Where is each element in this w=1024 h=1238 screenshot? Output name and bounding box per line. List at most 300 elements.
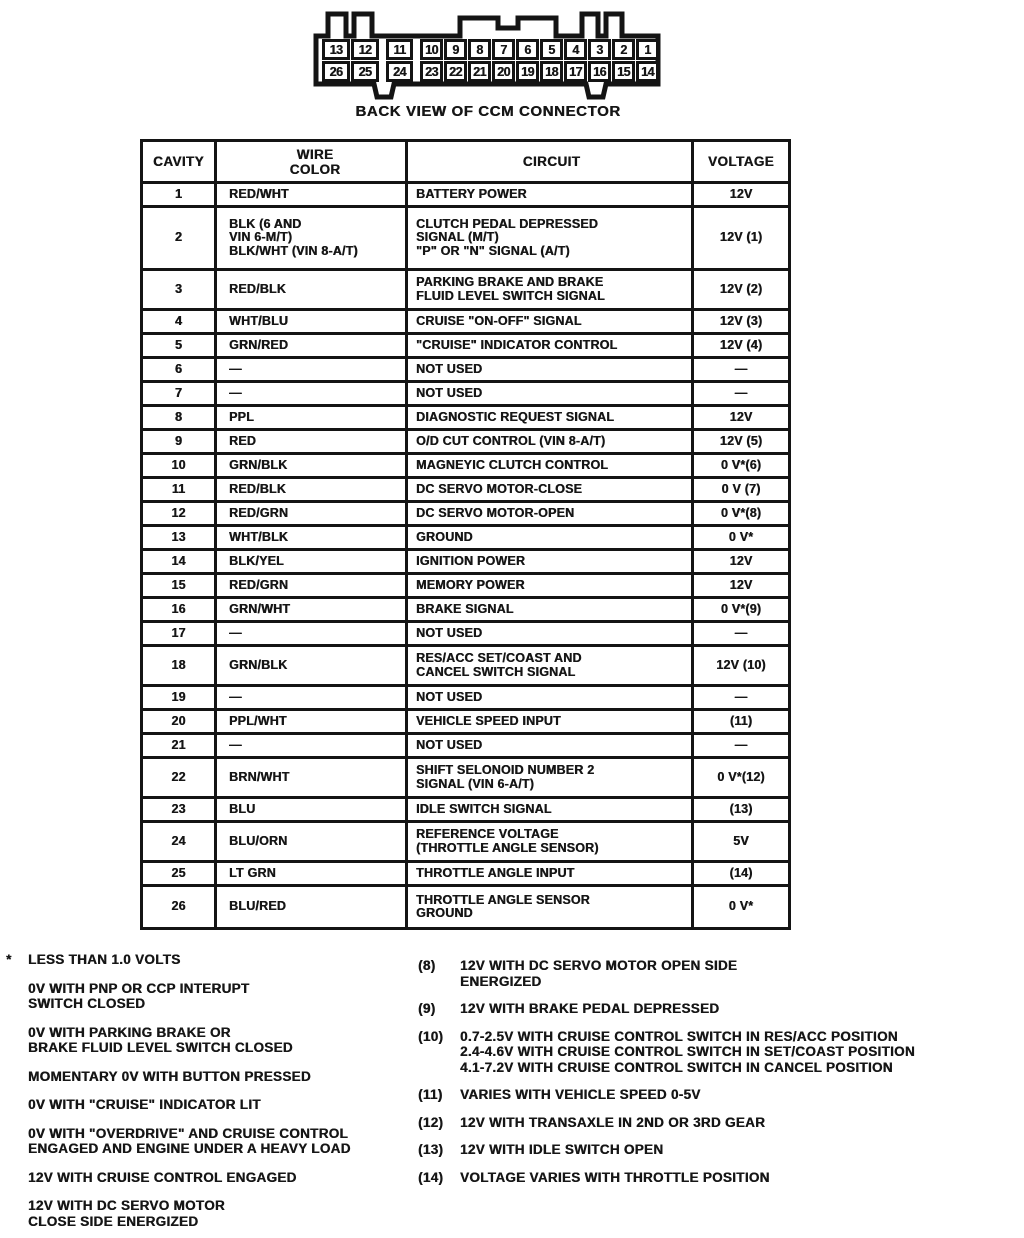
table-row bbox=[143, 208, 788, 271]
table-row bbox=[143, 623, 788, 647]
cavity-cell: 1 bbox=[143, 184, 217, 205]
text-line: 4.1-7.2V WITH CRUISE CONTROL SWITCH IN CANCEL POSITION bbox=[460, 1059, 893, 1075]
text-line: LESS THAN 1.0 VOLTS bbox=[28, 952, 181, 967]
table-row bbox=[143, 431, 788, 455]
text-line: (THROTTLE ANGLE SENSOR) bbox=[416, 840, 599, 855]
table-row bbox=[143, 527, 788, 551]
text-line: GRN/BLK bbox=[229, 657, 288, 672]
cavity-cell: 23 bbox=[143, 799, 217, 820]
connector-pin: 5 bbox=[540, 39, 563, 60]
connector-pin: 1 bbox=[636, 39, 659, 60]
text-line: 12V WITH DC SERVO MOTOR bbox=[28, 1198, 225, 1213]
table-row bbox=[143, 184, 788, 208]
circuit-cell bbox=[408, 647, 694, 684]
text-line: BATTERY POWER bbox=[416, 186, 527, 201]
text-line: GRN/BLK bbox=[229, 457, 288, 472]
connector-pin: 12 bbox=[351, 39, 379, 60]
circuit-cell bbox=[408, 503, 694, 524]
connector-pin: 7 bbox=[492, 39, 515, 60]
footnote-marker bbox=[6, 1198, 28, 1229]
table-row bbox=[143, 599, 788, 623]
cavity-cell: 10 bbox=[143, 455, 217, 476]
circuit-cell bbox=[408, 527, 694, 548]
table-row bbox=[143, 335, 788, 359]
footnotes-right-column bbox=[418, 958, 1018, 1197]
wire-color-cell bbox=[217, 527, 408, 548]
table-row bbox=[143, 647, 788, 687]
connector-pin: 2 bbox=[612, 39, 635, 60]
text-line: — bbox=[229, 385, 242, 400]
text-line: — bbox=[229, 689, 242, 704]
wire-color-cell bbox=[217, 687, 408, 708]
text-line: 12V WITH BRAKE PEDAL DEPRESSED bbox=[460, 1001, 720, 1016]
text-line: WHT/BLU bbox=[229, 313, 289, 328]
text-line: NOT USED bbox=[416, 689, 483, 704]
connector-pin: 14 bbox=[636, 61, 659, 82]
wire-color-cell bbox=[217, 271, 408, 308]
cavity-cell: 9 bbox=[143, 431, 217, 452]
text-line: WHT/BLK bbox=[229, 529, 289, 544]
cavity-cell: 15 bbox=[143, 575, 217, 596]
wire-color-cell bbox=[217, 759, 408, 796]
wire-color-cell bbox=[217, 711, 408, 732]
connector-pin: 10 bbox=[420, 39, 443, 60]
footnote-text bbox=[460, 1087, 1018, 1103]
footnote-item bbox=[418, 1115, 1018, 1131]
cavity-cell: 19 bbox=[143, 687, 217, 708]
cavity-cell: 24 bbox=[143, 823, 217, 860]
footnote-text bbox=[28, 981, 414, 1012]
cavity-cell: 16 bbox=[143, 599, 217, 620]
cavity-cell: 20 bbox=[143, 711, 217, 732]
footnote-marker: (12) bbox=[418, 1114, 444, 1130]
circuit-cell bbox=[408, 599, 694, 620]
footnote-marker bbox=[6, 1069, 28, 1085]
table-row bbox=[143, 575, 788, 599]
voltage-cell: — bbox=[734, 385, 748, 400]
footnote-marker bbox=[6, 1025, 28, 1056]
voltage-cell: 0 V* bbox=[728, 529, 754, 544]
footnote-marker: (8) bbox=[418, 958, 436, 973]
text-line: MOMENTARY 0V WITH BUTTON PRESSED bbox=[28, 1068, 311, 1084]
footnote-item bbox=[418, 1029, 1018, 1076]
text-line: BRAKE FLUID LEVEL SWITCH CLOSED bbox=[28, 1040, 293, 1055]
voltage-cell: 12V (3) bbox=[719, 313, 763, 328]
footnote-item bbox=[418, 1142, 1018, 1158]
footnote-marker: * bbox=[6, 952, 12, 967]
table-row bbox=[143, 479, 788, 503]
text-line: BLU/ORN bbox=[229, 833, 288, 848]
ccm-pinout-table bbox=[140, 139, 791, 930]
wire-color-cell bbox=[217, 503, 408, 524]
text-line: CAVITY bbox=[153, 154, 204, 169]
connector-pin: 22 bbox=[444, 61, 467, 82]
column-header bbox=[143, 142, 217, 181]
voltage-cell: 12V (2) bbox=[719, 281, 763, 296]
circuit-cell bbox=[408, 208, 694, 268]
wire-color-cell bbox=[217, 799, 408, 820]
footnote-marker bbox=[6, 1170, 28, 1186]
voltage-cell: 12V bbox=[729, 186, 753, 201]
connector-pin: 18 bbox=[540, 61, 563, 82]
cavity-cell: 7 bbox=[143, 383, 217, 404]
circuit-cell bbox=[408, 311, 694, 332]
table-row bbox=[143, 271, 788, 311]
wire-color-cell bbox=[217, 735, 408, 756]
cavity-cell: 22 bbox=[143, 759, 217, 796]
circuit-cell bbox=[408, 711, 694, 732]
wire-color-cell bbox=[217, 623, 408, 644]
connector-pin: 6 bbox=[516, 39, 539, 60]
table-header-row bbox=[143, 142, 788, 184]
text-line: IGNITION POWER bbox=[416, 553, 526, 568]
footnotes-left-column bbox=[6, 952, 414, 1238]
table-row bbox=[143, 863, 788, 887]
table-row bbox=[143, 455, 788, 479]
voltage-cell: 0 V* bbox=[728, 899, 754, 914]
voltage-cell: 0 V*(12) bbox=[717, 769, 765, 784]
text-line: VIN 6-M/T) bbox=[229, 230, 293, 245]
cavity-cell: 26 bbox=[143, 887, 217, 927]
footnote-marker: (14) bbox=[418, 1169, 444, 1185]
wire-color-cell bbox=[217, 647, 408, 684]
wire-color-cell bbox=[217, 335, 408, 356]
footnote-text bbox=[460, 1115, 1018, 1131]
circuit-cell bbox=[408, 575, 694, 596]
footnote-item bbox=[418, 958, 1018, 989]
footnote-text bbox=[28, 1069, 414, 1085]
text-line: 2.4-4.6V WITH CRUISE CONTROL SWITCH IN SET/COAST POSITION bbox=[460, 1044, 915, 1059]
voltage-cell: (13) bbox=[729, 801, 753, 816]
text-line: WIRE bbox=[296, 146, 334, 162]
text-line: CLUTCH PEDAL DEPRESSED bbox=[416, 216, 598, 231]
cavity-cell: 21 bbox=[143, 735, 217, 756]
voltage-cell: 0 V (7) bbox=[721, 481, 761, 496]
connector-pin: 26 bbox=[322, 61, 350, 82]
text-line: NOT USED bbox=[416, 625, 483, 640]
text-line: SIGNAL (M/T) bbox=[416, 230, 499, 245]
wire-color-cell bbox=[217, 455, 408, 476]
text-line: O/D CUT CONTROL (VIN 8-A/T) bbox=[416, 433, 606, 448]
connector-pin: 9 bbox=[444, 39, 467, 60]
connector-pin: 25 bbox=[351, 61, 379, 82]
cavity-cell: 8 bbox=[143, 407, 217, 428]
text-line: 12V WITH DC SERVO MOTOR OPEN SIDE bbox=[460, 958, 738, 973]
text-line: CRUISE "ON-OFF" SIGNAL bbox=[416, 313, 582, 328]
footnote-item bbox=[6, 1069, 414, 1085]
text-line: RED bbox=[229, 433, 256, 448]
wire-color-cell bbox=[217, 479, 408, 500]
text-line: MEMORY POWER bbox=[416, 577, 525, 592]
voltage-cell: 12V bbox=[729, 577, 753, 592]
circuit-cell bbox=[408, 383, 694, 404]
column-header bbox=[694, 142, 788, 181]
ccm-connector-diagram bbox=[312, 4, 664, 100]
text-line: "P" OR "N" SIGNAL (A/T) bbox=[416, 243, 570, 258]
table-row bbox=[143, 823, 788, 863]
text-line: REFERENCE VOLTAGE bbox=[416, 827, 559, 841]
circuit-cell bbox=[408, 184, 694, 205]
circuit-cell bbox=[408, 407, 694, 428]
connector-pin-row-top bbox=[322, 39, 660, 60]
column-header bbox=[408, 142, 694, 181]
text-line: 0V WITH PNP OR CCP INTERUPT bbox=[28, 980, 250, 996]
text-line: SIGNAL (VIN 6-A/T) bbox=[416, 776, 534, 791]
cavity-cell: 25 bbox=[143, 863, 217, 884]
cavity-cell: 3 bbox=[143, 271, 217, 308]
connector-pin: 24 bbox=[386, 61, 413, 82]
text-line: 0V WITH PARKING BRAKE OR bbox=[28, 1024, 231, 1040]
connector-pin: 17 bbox=[564, 61, 587, 82]
text-line: LT GRN bbox=[229, 865, 276, 880]
circuit-cell bbox=[408, 551, 694, 572]
text-line: — bbox=[229, 361, 242, 376]
text-line: RED/GRN bbox=[229, 577, 289, 592]
circuit-cell bbox=[408, 799, 694, 820]
wire-color-cell bbox=[217, 383, 408, 404]
connector-pin: 4 bbox=[564, 39, 587, 60]
circuit-cell bbox=[408, 687, 694, 708]
circuit-cell bbox=[408, 431, 694, 452]
voltage-cell: 0 V*(6) bbox=[720, 457, 762, 472]
text-line: NOT USED bbox=[416, 361, 483, 376]
voltage-cell: — bbox=[734, 625, 748, 640]
table-row bbox=[143, 735, 788, 759]
voltage-cell: 12V bbox=[729, 553, 753, 568]
wire-color-cell bbox=[217, 359, 408, 380]
cavity-cell: 5 bbox=[143, 335, 217, 356]
text-line: 0.7-2.5V WITH CRUISE CONTROL SWITCH IN RES/ACC POSITION bbox=[460, 1028, 898, 1044]
text-line: CLOSE SIDE ENERGIZED bbox=[28, 1213, 199, 1229]
footnote-text bbox=[28, 1198, 414, 1229]
table-row bbox=[143, 383, 788, 407]
cavity-cell: 17 bbox=[143, 623, 217, 644]
text-line: THROTTLE ANGLE INPUT bbox=[416, 865, 575, 880]
cavity-cell: 6 bbox=[143, 359, 217, 380]
wire-color-cell bbox=[217, 575, 408, 596]
table-row bbox=[143, 711, 788, 735]
circuit-cell bbox=[408, 335, 694, 356]
text-line: PARKING BRAKE AND BRAKE bbox=[416, 275, 604, 289]
table-row bbox=[143, 359, 788, 383]
text-line: GROUND bbox=[416, 906, 473, 920]
wire-color-cell bbox=[217, 208, 408, 268]
connector-pin: 11 bbox=[386, 39, 413, 60]
voltage-cell: 5V bbox=[733, 833, 749, 848]
text-line: VEHICLE SPEED INPUT bbox=[416, 713, 561, 728]
footnote-item bbox=[6, 1126, 414, 1157]
circuit-cell bbox=[408, 271, 694, 308]
voltage-cell: 0 V*(9) bbox=[720, 601, 762, 616]
footnote-marker: (10) bbox=[418, 1028, 444, 1044]
voltage-cell: — bbox=[734, 737, 748, 752]
footnote-item bbox=[418, 1087, 1018, 1103]
cavity-cell: 13 bbox=[143, 527, 217, 548]
voltage-cell: (11) bbox=[729, 713, 753, 728]
text-line: PPL/WHT bbox=[229, 713, 287, 728]
footnote-text bbox=[28, 1126, 414, 1157]
voltage-cell: — bbox=[734, 689, 748, 704]
text-line: IDLE SWITCH SIGNAL bbox=[416, 801, 552, 816]
voltage-cell: 12V bbox=[729, 409, 753, 424]
circuit-cell bbox=[408, 863, 694, 884]
table-row bbox=[143, 503, 788, 527]
text-line: BLU bbox=[229, 801, 256, 816]
text-line: ENGAGED AND ENGINE UNDER A HEAVY LOAD bbox=[28, 1141, 351, 1156]
table-row bbox=[143, 759, 788, 799]
text-line: CANCEL SWITCH SIGNAL bbox=[416, 664, 576, 679]
wire-color-cell bbox=[217, 431, 408, 452]
circuit-cell bbox=[408, 359, 694, 380]
footnote-item bbox=[6, 952, 414, 968]
voltage-cell: 12V (10) bbox=[716, 657, 766, 672]
text-line: CIRCUIT bbox=[522, 154, 581, 169]
text-line: SHIFT SELONOID NUMBER 2 bbox=[416, 763, 595, 777]
text-line: 0V WITH "OVERDRIVE" AND CRUISE CONTROL bbox=[28, 1125, 348, 1141]
footnote-marker: (13) bbox=[418, 1142, 444, 1157]
footnote-item bbox=[6, 981, 414, 1012]
text-line: NOT USED bbox=[416, 385, 483, 400]
connector-pin: 19 bbox=[516, 61, 539, 82]
connector-pin: 8 bbox=[468, 39, 491, 60]
footnote-text bbox=[460, 958, 1018, 989]
wire-color-cell bbox=[217, 887, 408, 927]
text-line: 12V WITH CRUISE CONTROL ENGAGED bbox=[28, 1169, 297, 1185]
footnote-text bbox=[460, 1001, 1018, 1017]
table-row bbox=[143, 311, 788, 335]
voltage-cell: 0 V*(8) bbox=[720, 505, 762, 520]
table-row bbox=[143, 407, 788, 431]
text-line: BRN/WHT bbox=[229, 769, 290, 784]
footnote-marker bbox=[6, 1097, 28, 1113]
cavity-cell: 12 bbox=[143, 503, 217, 524]
footnote-item bbox=[6, 1025, 414, 1056]
text-line: VOLTAGE bbox=[707, 154, 775, 169]
text-line: THROTTLE ANGLE SENSOR bbox=[416, 892, 590, 907]
cavity-cell: 14 bbox=[143, 551, 217, 572]
circuit-cell bbox=[408, 623, 694, 644]
table-row bbox=[143, 551, 788, 575]
connector-pin-row-bottom bbox=[322, 61, 660, 82]
footnote-item bbox=[6, 1097, 414, 1113]
text-line: — bbox=[229, 625, 242, 640]
cavity-cell: 11 bbox=[143, 479, 217, 500]
footnote-item bbox=[418, 1170, 1018, 1186]
text-line: DIAGNOSTIC REQUEST SIGNAL bbox=[416, 409, 615, 424]
text-line: — bbox=[229, 737, 242, 752]
wire-color-cell bbox=[217, 823, 408, 860]
footnote-text bbox=[28, 1170, 414, 1186]
voltage-cell: (14) bbox=[729, 865, 753, 880]
voltage-cell: 12V (1) bbox=[719, 230, 763, 245]
text-line: 12V WITH IDLE SWITCH OPEN bbox=[460, 1142, 664, 1157]
text-line: GROUND bbox=[416, 529, 473, 544]
text-line: RED/BLK bbox=[229, 281, 286, 296]
circuit-cell bbox=[408, 823, 694, 860]
voltage-cell: 12V (5) bbox=[719, 433, 763, 448]
footnote-marker bbox=[6, 1126, 28, 1157]
text-line: BLK/YEL bbox=[229, 553, 284, 568]
table-row bbox=[143, 687, 788, 711]
wire-color-cell bbox=[217, 407, 408, 428]
text-line: DC SERVO MOTOR-OPEN bbox=[416, 505, 575, 520]
footnote-text bbox=[28, 1097, 414, 1113]
cavity-cell: 18 bbox=[143, 647, 217, 684]
circuit-cell bbox=[408, 887, 694, 927]
table-row bbox=[143, 887, 788, 927]
text-line: 12V WITH TRANSAXLE IN 2ND OR 3RD GEAR bbox=[460, 1114, 766, 1130]
text-line: RES/ACC SET/COAST AND bbox=[416, 651, 582, 665]
footnote-text bbox=[28, 952, 414, 968]
text-line: COLOR bbox=[289, 161, 341, 177]
text-line: RED/GRN bbox=[229, 505, 289, 520]
text-line: VARIES WITH VEHICLE SPEED 0-5V bbox=[460, 1087, 701, 1102]
wire-color-cell bbox=[217, 551, 408, 572]
connector-pin: 3 bbox=[588, 39, 611, 60]
cavity-cell: 4 bbox=[143, 311, 217, 332]
text-line: GRN/WHT bbox=[229, 601, 291, 616]
circuit-cell bbox=[408, 735, 694, 756]
wire-color-cell bbox=[217, 863, 408, 884]
text-line: SWITCH CLOSED bbox=[28, 996, 146, 1011]
table-row bbox=[143, 799, 788, 823]
footnote-item bbox=[6, 1170, 414, 1186]
text-line: RED/BLK bbox=[229, 481, 286, 496]
circuit-cell bbox=[408, 479, 694, 500]
footnote-text bbox=[460, 1170, 1018, 1186]
text-line: 0V WITH "CRUISE" INDICATOR LIT bbox=[28, 1097, 261, 1112]
text-line: RED/WHT bbox=[229, 186, 289, 201]
text-line: NOT USED bbox=[416, 737, 483, 752]
connector-pin: 16 bbox=[588, 61, 611, 82]
text-line: DC SERVO MOTOR-CLOSE bbox=[416, 481, 583, 496]
connector-pin: 13 bbox=[322, 39, 350, 60]
footnote-text bbox=[460, 1142, 1018, 1158]
connector-pin: 15 bbox=[612, 61, 635, 82]
footnote-marker: (9) bbox=[418, 1001, 436, 1016]
voltage-cell: 12V (4) bbox=[719, 337, 763, 352]
text-line: VOLTAGE VARIES WITH THROTTLE POSITION bbox=[460, 1169, 770, 1185]
footnote-marker bbox=[6, 981, 28, 1012]
wire-color-cell bbox=[217, 311, 408, 332]
connector-pin: 20 bbox=[492, 61, 515, 82]
footnote-item bbox=[6, 1198, 414, 1229]
voltage-cell: — bbox=[734, 361, 748, 376]
connector-pin: 23 bbox=[420, 61, 443, 82]
footnote-text bbox=[28, 1025, 414, 1056]
footnote-marker: (11) bbox=[418, 1087, 443, 1102]
text-line: PPL bbox=[229, 409, 254, 424]
circuit-cell bbox=[408, 759, 694, 796]
text-line: MAGNEYIC CLUTCH CONTROL bbox=[416, 457, 609, 472]
wire-color-cell bbox=[217, 599, 408, 620]
connector-caption: BACK VIEW OF CCM CONNECTOR bbox=[355, 103, 621, 120]
text-line: BLK/WHT (VIN 8-A/T) bbox=[229, 243, 358, 258]
footnote-item bbox=[418, 1001, 1018, 1017]
footnote-text bbox=[460, 1029, 1018, 1076]
circuit-cell bbox=[408, 455, 694, 476]
text-line: "CRUISE" INDICATOR CONTROL bbox=[416, 337, 618, 352]
wire-color-cell bbox=[217, 184, 408, 205]
text-line: GRN/RED bbox=[229, 337, 289, 352]
text-line: FLUID LEVEL SWITCH SIGNAL bbox=[416, 288, 605, 303]
text-line: BRAKE SIGNAL bbox=[416, 601, 514, 616]
text-line: BLU/RED bbox=[229, 899, 286, 914]
text-line: BLK (6 AND bbox=[229, 216, 302, 231]
connector-pin: 21 bbox=[468, 61, 491, 82]
cavity-cell: 2 bbox=[143, 208, 217, 268]
column-header bbox=[217, 142, 408, 181]
